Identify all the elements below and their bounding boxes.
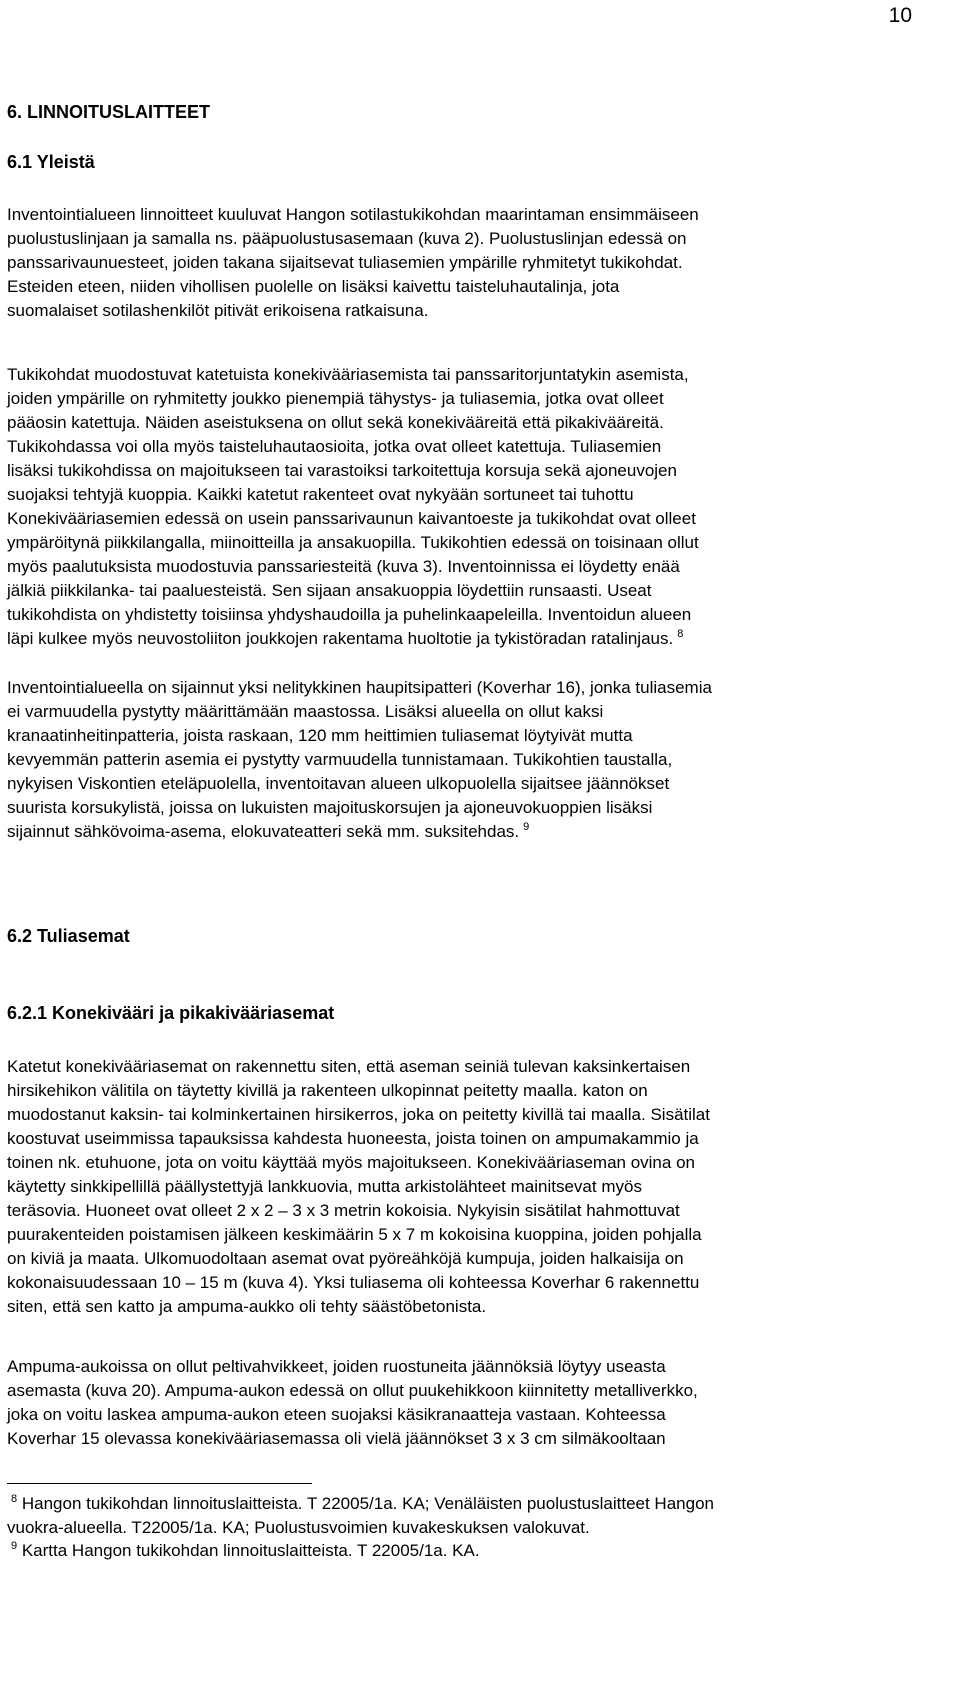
line-text: joka on voitu laskea ampuma-aukon eteen suojaksi käsikranaatteja vastaan. Kohteessa: [7, 1405, 666, 1424]
text-line: [7, 1079, 648, 1103]
text-line: [7, 1427, 666, 1451]
text-line: [7, 820, 529, 844]
text-line: [7, 772, 669, 796]
footnote-8-mark: 8: [11, 1493, 18, 1506]
line-text: joiden ympärille on ryhmitetty joukko pienempiä tähystys- ja tuliasemia, jotka ovat olleet: [7, 389, 664, 408]
line-text: nykyisen Viskontien eteläpuolella, inventoitavan alueen ulkopuolella sijaitsee jäännökset: [7, 774, 670, 793]
line-text: läpi kulkee myös neuvostoliiton joukkojen rakentama huoltotie ja tykistöradan ratalinjaus.: [7, 629, 674, 648]
text-line: [7, 700, 603, 724]
heading-6-2: 6.2 Tuliasemat: [7, 926, 130, 946]
text-line: [7, 579, 651, 603]
text-line: [7, 483, 634, 507]
text-line: [7, 1127, 699, 1151]
footnote-9: [7, 1539, 480, 1563]
text-line: [7, 1403, 666, 1427]
line-text: Tukikohdassa voi olla myös taisteluhautaosioita, jotka ovat olleet katettuja. Tuliasemien: [7, 437, 662, 456]
line-text: muodostanut kaksin- tai kolminkertainen hirsikerros, joka on peitetty kivillä tai maalla. Sisätilat: [7, 1105, 710, 1124]
line-text: pääosin katettuja. Näiden aseistuksena on ollut sekä konekivääreitä että pikakivääreitä.: [7, 413, 664, 432]
text-line: [7, 251, 683, 275]
heading-6: 6. LINNOITUSLAITTEET: [7, 102, 211, 122]
text-line: [7, 603, 691, 627]
text-line: [7, 387, 664, 411]
line-text: tukikohdista on yhdistetty toisiinsa yhdyshaudoilla ja puhelinkaapeleilla. Inventoidun alueen: [7, 605, 692, 624]
line-text: Ampuma-aukoissa on ollut peltivahvikkeet, joiden ruostuneita jäännöksiä löytyy useasta: [7, 1357, 666, 1376]
line-text: suomalaiset sotilashenkilöt pitivät erikoisena ratkaisuna.: [7, 301, 429, 320]
line-text: Tukikohdat muodostuvat katetuista konekivääriasemista tai panssaritorjuntatykin asemista,: [7, 365, 689, 384]
line-text: Esteiden eteen, niiden vihollisen puolelle on lisäksi kaivettu taisteluhautalinja, jota: [7, 277, 620, 296]
line-text: teräsovia. Huoneet ovat olleet 2 x 2 – 3 x 3 metrin kokoisia. Nykyisin sisätilat hahmottuvat: [7, 1201, 680, 1220]
line-text: Inventointialueella on sijainnut yksi nelitykkinen haupitsipatteri (Koverhar 16), jonka tuliasemia: [7, 678, 712, 697]
footnote-reference: 8: [677, 628, 684, 641]
text-line: [7, 1379, 698, 1403]
line-text: jälkiä piikkilanka- tai paaluesteistä. Sen sijaan ansakuoppia löydettiin runsaasti. Useat: [7, 581, 652, 600]
line-text: Inventointialueen linnoitteet kuuluvat Hangon sotilastukikohdan maarintaman ensimmäiseen: [7, 205, 699, 224]
footnote-reference: 9: [523, 821, 530, 834]
text-line: [7, 203, 699, 227]
line-text: asemasta (kuva 20). Ampuma-aukon edessä on ollut puukehikkoon kiinnitetty metalliverkko,: [7, 1381, 698, 1400]
text-line: [7, 531, 699, 555]
line-text: Konekivääriasemien edessä on usein panssarivaunun kaivantoeste ja tukikohdat ovat olleet: [7, 509, 696, 528]
line-text: kevyemmän patterin asemia ei pystytty varmuudella tunnistamaan. Tukikohtien taustalla,: [7, 750, 673, 769]
line-text: Katetut konekivääriasemat on rakennettu siten, että aseman seiniä tulevan kaksinkertaisen: [7, 1057, 691, 1076]
text-line: [7, 1247, 684, 1271]
line-text: Koverhar 15 olevassa konekivääriasemassa oli vielä jäännökset 3 x 3 cm silmäkooltaan: [7, 1429, 666, 1448]
line-text: panssarivaunuesteet, joiden takana sijaitsevat tuliasemien ympärille ryhmitetyt tukikohdat.: [7, 253, 683, 272]
line-text: koostuvat useimmissa tapauksissa kahdesta huoneesta, joista toinen on ampumakammio ja: [7, 1129, 699, 1148]
text-line: [7, 1355, 666, 1379]
line-text: on kiviä ja maata. Ulkomuodoltaan asemat ovat pyöreähköjä kumpuja, joiden halkaisija on: [7, 1249, 684, 1268]
line-text: kranaatinheitinpatteria, joista raskaan, 120 mm heittimien tuliasemat löytyivät mutta: [7, 726, 633, 745]
text-line: [7, 275, 619, 299]
footnote-8-cont: vuokra-alueella. T22005/1a. KA; Puolustusvoimien kuvakeskuksen valokuvat.: [7, 1518, 590, 1537]
text-line: [7, 555, 680, 579]
text-line: [7, 227, 686, 251]
text-line: [7, 1223, 702, 1247]
text-line: [7, 411, 664, 435]
heading-6-1: 6.1 Yleistä: [7, 152, 95, 172]
text-line: [7, 1295, 486, 1319]
line-text: suojaksi tehtyjä kuoppia. Kaikki katetut rakenteet ovat nykyään sortuneet tai tuhottu: [7, 485, 634, 504]
text-line: [7, 1055, 690, 1079]
line-text: suurista korsukylistä, joissa on lukuisten majoituskorsujen ja ajoneuvokuoppien lisäksi: [7, 798, 653, 817]
text-line: [7, 748, 672, 772]
text-line: [7, 724, 633, 748]
footnote-8: [7, 1492, 714, 1516]
line-text: sijainnut sähkövoima-asema, elokuvateatteri sekä mm. suksitehdas.: [7, 822, 520, 841]
text-line: [7, 1151, 695, 1175]
line-text: siten, että sen katto ja ampuma-aukko oli tehty säästöbetonista.: [7, 1297, 487, 1316]
text-line: [7, 796, 652, 820]
footnote-9-text: Kartta Hangon tukikohdan linnoituslaitteista. T 22005/1a. KA.: [17, 1541, 480, 1560]
footnote-divider: [7, 1483, 312, 1484]
line-text: puurakenteiden poistamisen jälkeen keskimäärin 5 x 7 m kokoisina kuoppina, joiden pohjalla: [7, 1225, 702, 1244]
text-line: [7, 299, 428, 323]
text-line: [7, 363, 689, 387]
line-text: toinen nk. etuhuone, jota on voitu käyttää myös majoitukseen. Konekivääriaseman ovina on: [7, 1153, 695, 1172]
text-line: [7, 1175, 642, 1199]
page-number: 10: [888, 4, 912, 27]
heading-6-2-1: 6.2.1 Konekivääri ja pikakivääriasemat: [7, 1003, 335, 1023]
text-line: [7, 507, 696, 531]
line-text: ympäröitynä piikkilangalla, miinoitteilla ja ansakuopilla. Tukikohtien edessä on toisinaan ollut: [7, 533, 699, 552]
line-text: lisäksi tukikohdissa on majoitukseen tai varastoiksi tarkoitettuja korsuja sekä ajoneuvojen: [7, 461, 677, 480]
text-line: [7, 676, 712, 700]
footnote-8-text: Hangon tukikohdan linnoituslaitteista. T 22005/1a. KA; Venäläisten puolustuslaitteet Hangon: [17, 1494, 714, 1513]
line-text: käytetty sinkkipellillä päällystettyjä lankkuovia, mutta arkistolähteet mainitsevat myös: [7, 1177, 642, 1196]
text-line: [7, 1271, 699, 1295]
line-text: ei varmuudella pystytty määrittämään maastossa. Lisäksi alueella on ollut kaksi: [7, 702, 604, 721]
line-text: puolustuslinjaan ja samalla ns. pääpuolustusasemaan (kuva 2). Puolustuslinjan edessä on: [7, 229, 687, 248]
line-text: hirsikehikon välitila on täytetty kivillä ja rakenteen ulkopinnat peitetty maalla. katon on: [7, 1081, 648, 1100]
text-line: [7, 459, 677, 483]
text-line: [7, 627, 683, 651]
line-text: myös paalutuksista muodostuvia panssariesteitä (kuva 3). Inventoinnissa ei löydetty enää: [7, 557, 680, 576]
footnote-9-mark: 9: [11, 1540, 18, 1553]
text-line: [7, 1199, 680, 1223]
line-text: kokonaisuudessaan 10 – 15 m (kuva 4). Yksi tuliasema oli kohteessa Koverhar 6 rakennettu: [7, 1273, 700, 1292]
text-line: [7, 1103, 710, 1127]
text-line: [7, 435, 661, 459]
